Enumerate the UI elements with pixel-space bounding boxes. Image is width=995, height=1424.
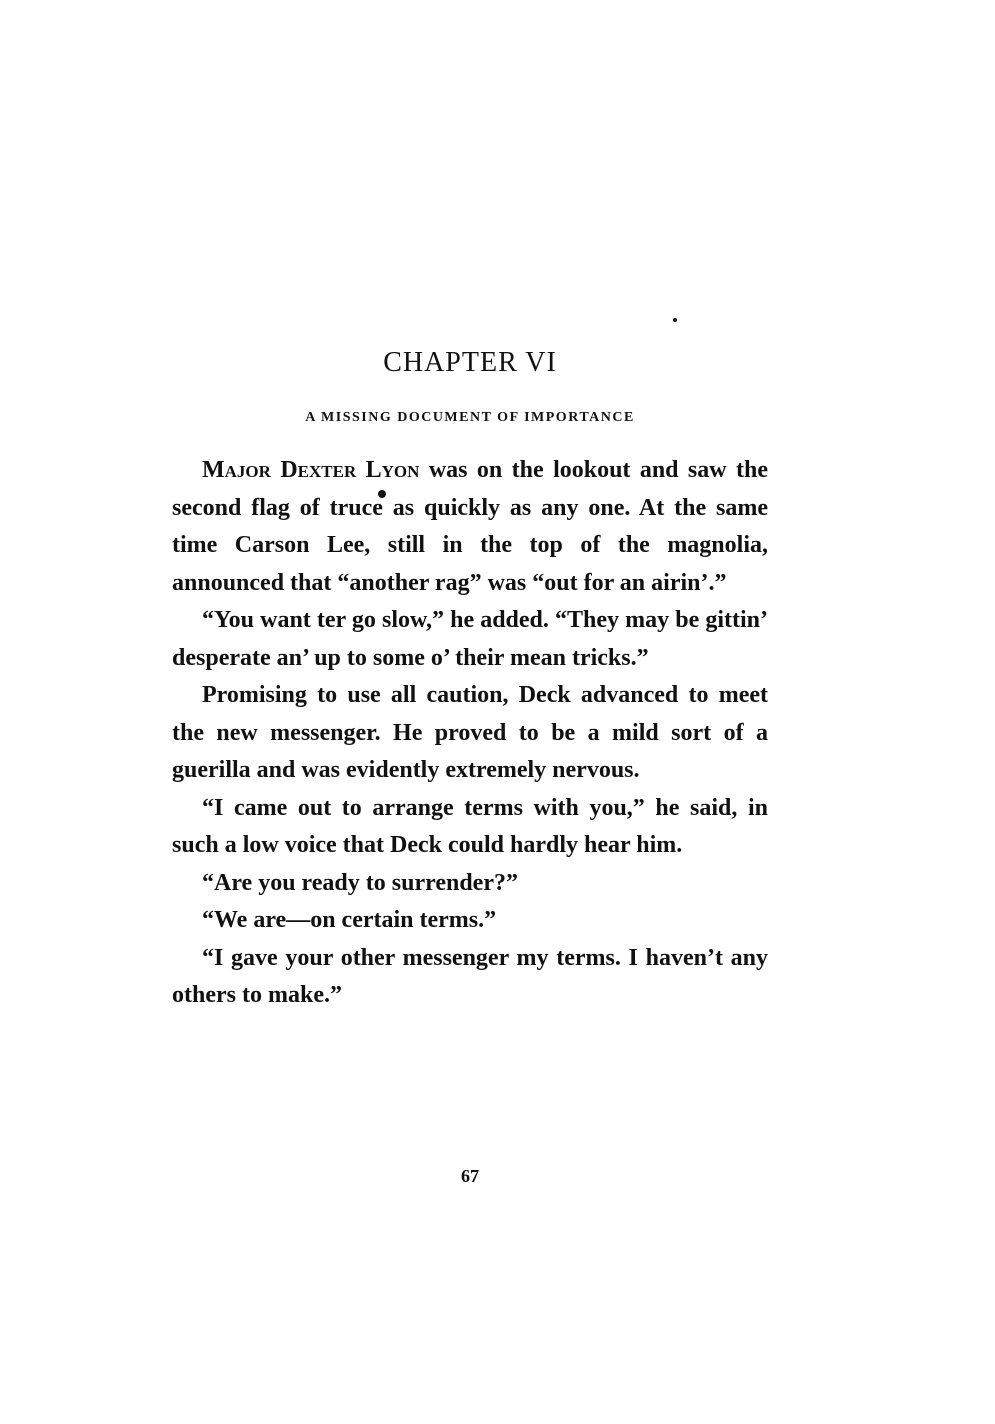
paragraph: [172, 940, 768, 1015]
page-number: 67: [461, 1166, 479, 1186]
paragraph: [172, 602, 768, 677]
print-speck: [673, 318, 677, 322]
paragraph-text: “You want ter go slow,” he added. “They may be gittin’ desperate an’ up to some o’ their mean tricks.”: [172, 607, 768, 671]
paragraph-text: Promising to use all caution, Deck advanced to meet the new messenger. He proved to be a mild sort of a guerilla and was evidently extremely nervous.: [172, 682, 768, 783]
paragraph-text: “I gave your other messenger my terms. I haven’t any others to make.”: [172, 944, 768, 1008]
chapter-subtitle: A MISSING DOCUMENT OF IMPORTANCE: [305, 409, 635, 425]
paragraph: [172, 677, 768, 790]
paragraph-text: “Are you ready to surrender?”: [202, 869, 518, 896]
paragraph: [172, 902, 768, 940]
paragraph-lead: Major Dexter Lyon: [202, 457, 420, 483]
paragraph-text: “We are—on certain terms.”: [202, 907, 497, 933]
paragraph: [172, 790, 768, 865]
chapter-title: CHAPTER VI: [383, 346, 557, 378]
chapter-body: [172, 452, 768, 1015]
paragraph-text: “I came out to arrange terms with you,” he said, in such a low voice that Deck could hardly hear him.: [172, 794, 768, 858]
paragraph: [172, 452, 768, 602]
paragraph-text: was on the lookout and saw the second flag of truce as quickly as any one. At the same time Carson Lee, still in the top of the magnolia, announced that “another rag” was “out for an airin’.”: [172, 457, 768, 596]
paragraph: [172, 865, 768, 903]
